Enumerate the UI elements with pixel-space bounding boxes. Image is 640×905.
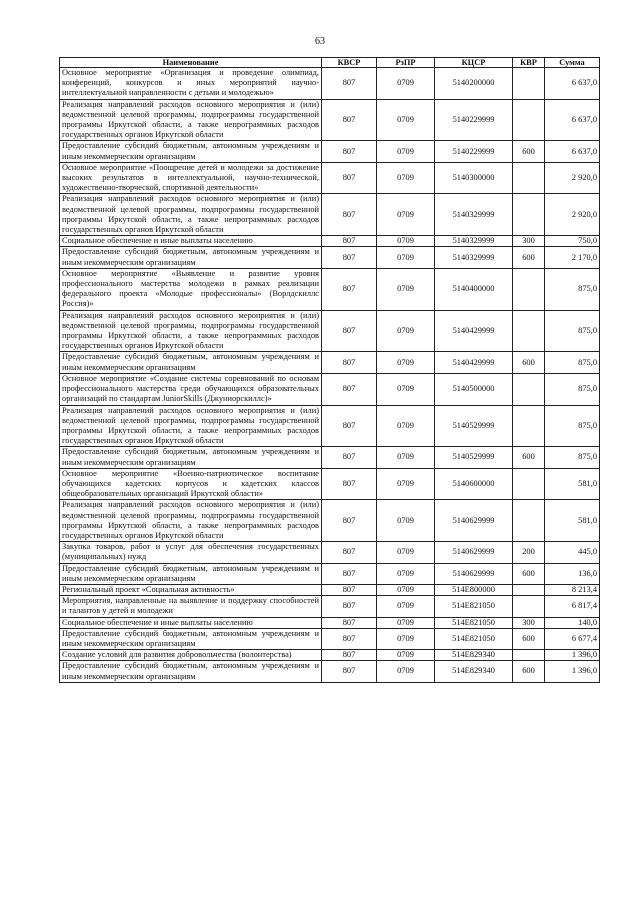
cell-kcsr: 5140629999: [435, 563, 513, 584]
cell-name: Реализация направлений расходов основного мероприятия и (или) ведомственной целевой программы, подпрограммы государственной программы Иркутской области, а также непрограммных расходов государственных органов Иркутской области: [60, 99, 322, 141]
table-row: [60, 468, 600, 500]
cell-sum: 1 396,0: [545, 650, 600, 661]
cell-name: Предоставление субсидий бюджетным, автономным учреждениям и иным некоммерческим организациям: [60, 563, 322, 584]
cell-kcsr: 5140329999: [435, 247, 513, 268]
cell-kvr: [513, 68, 545, 100]
cell-kcsr: 5140529999: [435, 447, 513, 468]
cell-sum: 1 396,0: [545, 661, 600, 682]
table-row: [60, 373, 600, 405]
cell-kcsr: 514E829340: [435, 650, 513, 661]
cell-sum: 2 170,0: [545, 247, 600, 268]
cell-sum: 445,0: [545, 542, 600, 563]
cell-sum: 6 637,0: [545, 141, 600, 162]
cell-kvsr: 807: [322, 542, 377, 563]
table-row: [60, 542, 600, 563]
cell-kvr: [513, 310, 545, 352]
table-row: [60, 447, 600, 468]
cell-name: Предоставление субсидий бюджетным, автономным учреждениям и иным некоммерческим организациям: [60, 447, 322, 468]
cell-name: Предоставление субсидий бюджетным, автономным учреждениям и иным некоммерческим организациям: [60, 247, 322, 268]
cell-rzpr: 0709: [377, 373, 435, 405]
cell-sum: 6 817,4: [545, 596, 600, 617]
cell-sum: 875,0: [545, 447, 600, 468]
cell-kvr: 600: [513, 352, 545, 373]
cell-kcsr: 5140300000: [435, 162, 513, 194]
cell-name: Основное мероприятие «Выявление и развитие уровня профессионального мастерства молодежи в рамках реализации федерального проекта «Молодые профессионалы» (Ворлдскиллс Россия)»: [60, 268, 322, 310]
cell-kcsr: 5140629999: [435, 542, 513, 563]
cell-sum: 875,0: [545, 405, 600, 447]
cell-kcsr: 514E800000: [435, 584, 513, 595]
cell-kvsr: 807: [322, 373, 377, 405]
table-row: [60, 162, 600, 194]
cell-kcsr: 514E821050: [435, 596, 513, 617]
table-row: [60, 236, 600, 247]
cell-kvsr: 807: [322, 162, 377, 194]
cell-kvr: 200: [513, 542, 545, 563]
cell-name: Основное мероприятие «Поощрение детей и молодежи за достижение высоких результатов в интеллектуальной, научно-технической, художественно-творческой, спортивной деятельности»: [60, 162, 322, 194]
cell-kvr: 600: [513, 628, 545, 649]
cell-kvr: [513, 650, 545, 661]
header-kvsr: КВСР: [322, 58, 377, 68]
cell-name: Предоставление субсидий бюджетным, автономным учреждениям и иным некоммерческим организациям: [60, 661, 322, 682]
cell-rzpr: 0709: [377, 162, 435, 194]
cell-kvr: 600: [513, 563, 545, 584]
cell-sum: 140,0: [545, 617, 600, 628]
cell-name: Социальное обеспечение и иные выплаты населению: [60, 236, 322, 247]
table-body: [60, 68, 600, 683]
cell-sum: 6 677,4: [545, 628, 600, 649]
cell-name: Предоставление субсидий бюджетным, автономным учреждениям и иным некоммерческим организациям: [60, 352, 322, 373]
cell-kcsr: 5140229999: [435, 99, 513, 141]
table-row: [60, 99, 600, 141]
cell-kvsr: 807: [322, 447, 377, 468]
cell-kcsr: 514E821050: [435, 628, 513, 649]
table-row: [60, 661, 600, 682]
cell-kvr: 300: [513, 617, 545, 628]
table-row: [60, 563, 600, 584]
cell-rzpr: 0709: [377, 650, 435, 661]
cell-kvr: [513, 468, 545, 500]
budget-table: [59, 57, 600, 683]
table-row: [60, 194, 600, 236]
cell-rzpr: 0709: [377, 596, 435, 617]
cell-kcsr: 5140429999: [435, 310, 513, 352]
cell-kvsr: 807: [322, 141, 377, 162]
table-row: [60, 141, 600, 162]
cell-kvsr: 807: [322, 268, 377, 310]
table-row: [60, 617, 600, 628]
cell-kvr: 600: [513, 447, 545, 468]
cell-name: Региональный проект «Социальная активность»: [60, 584, 322, 595]
cell-kvr: [513, 500, 545, 542]
header-sum: Сумма: [545, 58, 600, 68]
header-kcsr: КЦСР: [435, 58, 513, 68]
cell-rzpr: 0709: [377, 617, 435, 628]
cell-name: Социальное обеспечение и иные выплаты населению: [60, 617, 322, 628]
cell-kvsr: 807: [322, 247, 377, 268]
cell-rzpr: 0709: [377, 628, 435, 649]
cell-kvsr: 807: [322, 352, 377, 373]
cell-sum: 2 920,0: [545, 162, 600, 194]
cell-kvsr: 807: [322, 99, 377, 141]
cell-kcsr: 5140529999: [435, 405, 513, 447]
table-row: [60, 352, 600, 373]
cell-kvr: [513, 373, 545, 405]
header-name: Наименование: [60, 58, 322, 68]
cell-kvr: [513, 194, 545, 236]
cell-kvsr: 807: [322, 584, 377, 595]
cell-kcsr: 5140500000: [435, 373, 513, 405]
cell-kvr: [513, 584, 545, 595]
cell-name: Основное мероприятие «Военно-патриотическое воспитание обучающихся кадетских корпусов и кадетских классов общеобразовательных организаций Иркутской области»: [60, 468, 322, 500]
cell-sum: 2 920,0: [545, 194, 600, 236]
cell-kvr: 600: [513, 247, 545, 268]
cell-kvr: [513, 596, 545, 617]
cell-kcsr: 514E829340: [435, 661, 513, 682]
cell-kcsr: 5140629999: [435, 500, 513, 542]
cell-kcsr: 5140429999: [435, 352, 513, 373]
table-row: [60, 405, 600, 447]
table-row: [60, 628, 600, 649]
cell-rzpr: 0709: [377, 352, 435, 373]
cell-kvsr: 807: [322, 617, 377, 628]
cell-sum: 875,0: [545, 310, 600, 352]
cell-name: Реализация направлений расходов основного мероприятия и (или) ведомственной целевой программы, подпрограммы государственной программы Иркутской области, а также непрограммных расходов государственных органов Иркутской области: [60, 194, 322, 236]
cell-kvsr: 807: [322, 236, 377, 247]
page-number: 63: [315, 36, 325, 47]
cell-rzpr: 0709: [377, 447, 435, 468]
cell-kvr: [513, 162, 545, 194]
cell-sum: 581,0: [545, 500, 600, 542]
cell-rzpr: 0709: [377, 405, 435, 447]
cell-name: Предоставление субсидий бюджетным, автономным учреждениям и иным некоммерческим организациям: [60, 628, 322, 649]
table-row: [60, 650, 600, 661]
table-row: [60, 68, 600, 100]
table-row: [60, 584, 600, 595]
cell-sum: 875,0: [545, 352, 600, 373]
cell-kvr: [513, 99, 545, 141]
cell-rzpr: 0709: [377, 542, 435, 563]
cell-rzpr: 0709: [377, 194, 435, 236]
cell-kvr: 600: [513, 141, 545, 162]
table-row: [60, 310, 600, 352]
table-row: [60, 500, 600, 542]
cell-name: Мероприятия, направленные на выявление и поддержку способностей и талантов у детей и молодежи: [60, 596, 322, 617]
cell-sum: 6 637,0: [545, 99, 600, 141]
cell-rzpr: 0709: [377, 661, 435, 682]
cell-sum: 136,0: [545, 563, 600, 584]
cell-rzpr: 0709: [377, 99, 435, 141]
cell-name: Основное мероприятие «Создание системы соревнований по основам профессионального мастерства среди обучающихся образовательных организаций по стандартам JuniorSkills (Джуниорскиллс)»: [60, 373, 322, 405]
cell-kcsr: 5140400000: [435, 268, 513, 310]
cell-kvr: 300: [513, 236, 545, 247]
cell-kvsr: 807: [322, 68, 377, 100]
cell-name: Реализация направлений расходов основного мероприятия и (или) ведомственной целевой программы, подпрограммы государственной программы Иркутской области, а также непрограммных расходов государственных органов Иркутской области: [60, 310, 322, 352]
cell-sum: 875,0: [545, 268, 600, 310]
cell-name: Реализация направлений расходов основного мероприятия и (или) ведомственной целевой программы, подпрограммы государственной программы Иркутской области, а также непрограммных расходов государственных органов Иркутской области: [60, 500, 322, 542]
header-kvr: КВР: [513, 58, 545, 68]
cell-sum: 875,0: [545, 373, 600, 405]
table-header-row: [60, 58, 600, 68]
cell-rzpr: 0709: [377, 500, 435, 542]
cell-rzpr: 0709: [377, 563, 435, 584]
cell-rzpr: 0709: [377, 141, 435, 162]
cell-kvsr: 807: [322, 310, 377, 352]
cell-kvr: 600: [513, 661, 545, 682]
cell-name: Реализация направлений расходов основного мероприятия и (или) ведомственной целевой программы, подпрограммы государственной программы Иркутской области, а также непрограммных расходов государственных органов Иркутской области: [60, 405, 322, 447]
cell-name: Создание условий для развития добровольчества (волонтерства): [60, 650, 322, 661]
cell-kvsr: 807: [322, 405, 377, 447]
cell-kvsr: 807: [322, 650, 377, 661]
table-row: [60, 247, 600, 268]
cell-rzpr: 0709: [377, 468, 435, 500]
cell-sum: 750,0: [545, 236, 600, 247]
cell-kvsr: 807: [322, 628, 377, 649]
table-row: [60, 596, 600, 617]
cell-kvsr: 807: [322, 596, 377, 617]
cell-kcsr: 5140229999: [435, 141, 513, 162]
cell-kvsr: 807: [322, 500, 377, 542]
cell-kvsr: 807: [322, 661, 377, 682]
cell-kcsr: 5140600000: [435, 468, 513, 500]
cell-kcsr: 5140200000: [435, 68, 513, 100]
cell-name: Основное мероприятие «Организация и проведение олимпиад, конференций, конкурсов и иных мероприятий научно-интеллектуальной направленности с детьми и молодежью»: [60, 68, 322, 100]
header-rzpr: РзПР: [377, 58, 435, 68]
cell-kcsr: 5140329999: [435, 236, 513, 247]
cell-kvsr: 807: [322, 563, 377, 584]
cell-rzpr: 0709: [377, 236, 435, 247]
table-row: [60, 268, 600, 310]
cell-rzpr: 0709: [377, 268, 435, 310]
cell-kvsr: 807: [322, 194, 377, 236]
cell-kvr: [513, 268, 545, 310]
cell-sum: 8 213,4: [545, 584, 600, 595]
cell-name: Закупка товаров, работ и услуг для обеспечения государственных (муниципальных) нужд: [60, 542, 322, 563]
cell-kcsr: 5140329999: [435, 194, 513, 236]
cell-sum: 581,0: [545, 468, 600, 500]
cell-sum: 6 637,0: [545, 68, 600, 100]
cell-kvr: [513, 405, 545, 447]
cell-rzpr: 0709: [377, 584, 435, 595]
cell-name: Предоставление субсидий бюджетным, автономным учреждениям и иным некоммерческим организациям: [60, 141, 322, 162]
cell-rzpr: 0709: [377, 310, 435, 352]
cell-rzpr: 0709: [377, 247, 435, 268]
cell-kvsr: 807: [322, 468, 377, 500]
cell-rzpr: 0709: [377, 68, 435, 100]
cell-kcsr: 514E821050: [435, 617, 513, 628]
